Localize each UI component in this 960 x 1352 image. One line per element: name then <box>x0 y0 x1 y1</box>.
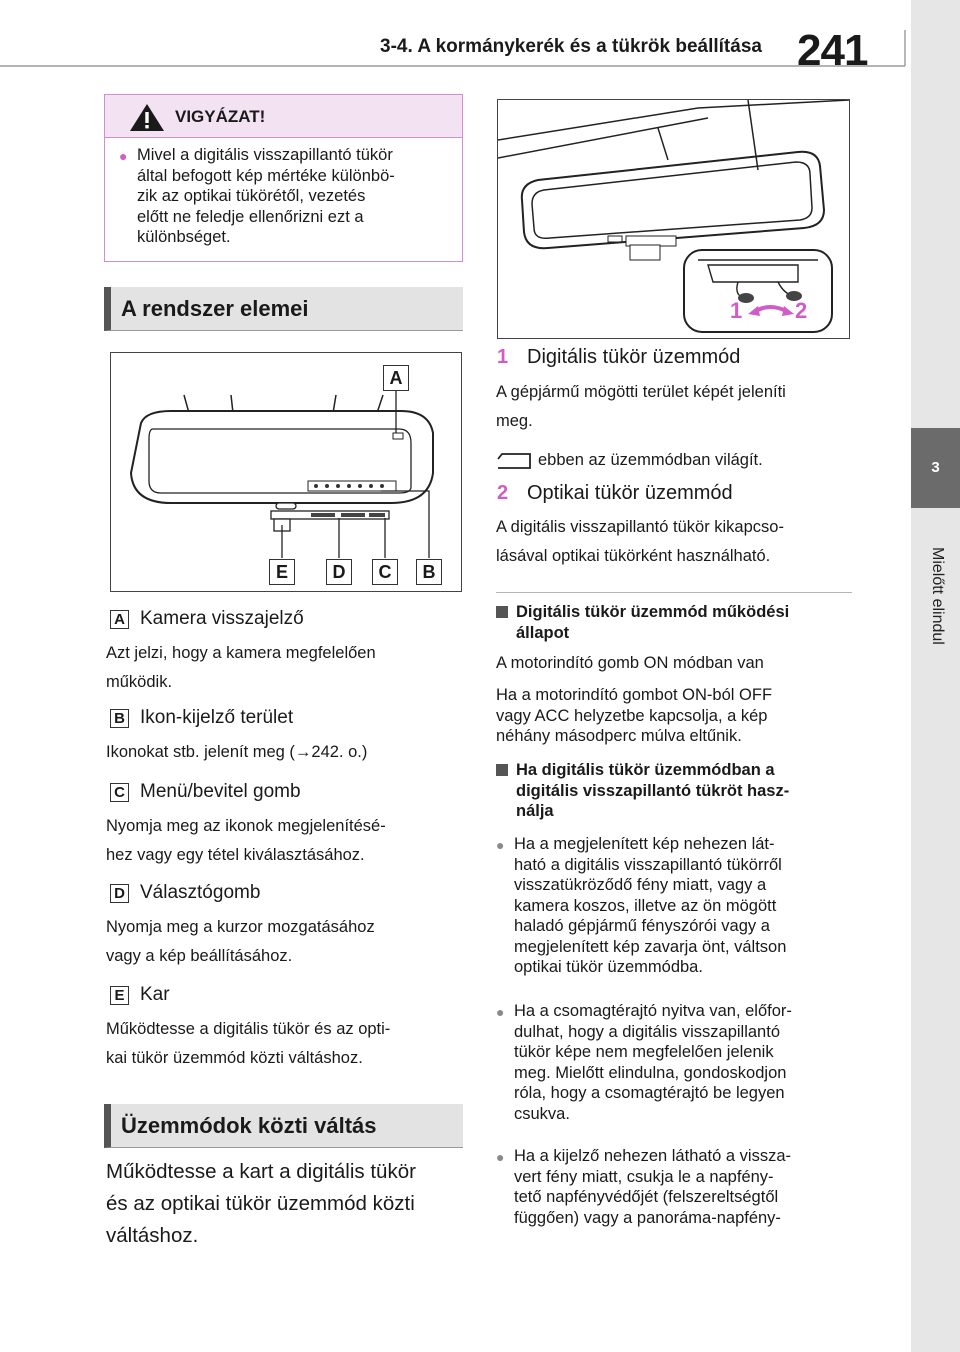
section-title: 3-4. A kormánykerék és a tükrök beállítása <box>380 36 762 57</box>
mode-desc: A gépjármű mögötti terület képét jeleníti meg. <box>496 383 786 430</box>
item-title: Menü/bevitel gomb <box>140 781 301 802</box>
caution-line: zik az optikai tükörétől, vezetés <box>137 187 366 205</box>
figure-label-2: 2 <box>795 298 808 323</box>
square-bullet-icon <box>496 606 508 618</box>
mode-number-2: 2 <box>497 482 509 504</box>
item-label-b: B <box>110 709 129 728</box>
mode-note: ebben az üzemmódban világít. <box>538 451 763 469</box>
figure-label-d: D <box>326 559 352 585</box>
mode-title: Optikai tükör üzemmód <box>527 482 733 504</box>
side-tab-strip <box>911 0 960 1352</box>
page-number: 241 <box>797 26 868 75</box>
bullet-item: ● Ha a kijelző nehezen látható a vissza- vert fény miatt, csukja le a napfény- tető napfényvédőjét (felszereltségtől függően) vagy a panoráma-napfény- <box>496 1147 791 1227</box>
chapter-number-tab: 3 <box>911 428 960 508</box>
caution-box <box>104 94 463 262</box>
mode-desc: A digitális visszapillantó tükör kikapcso- lásával optikai tükörként használható. <box>496 518 784 565</box>
mirror-components-figure <box>110 352 462 592</box>
item-title: Kamera visszajelző <box>140 608 304 629</box>
warning-triangle-icon <box>127 101 167 133</box>
item-title: Választógomb <box>140 882 261 903</box>
bullet-icon: ● <box>496 1004 505 1020</box>
caution-text <box>119 145 454 248</box>
item-label-a: A <box>110 610 129 629</box>
item-title: Ikon-kijelző terület <box>140 707 294 728</box>
square-bullet-icon <box>496 764 508 776</box>
mode-number-1: 1 <box>497 346 509 368</box>
bullet-icon: ● <box>496 837 505 853</box>
item-desc: Működtesse a digitális tükör és az opti- kai tükör üzemmód közti váltáshoz. <box>106 1020 391 1067</box>
item-desc: Azt jelzi, hogy a kamera megfelelően működik. <box>106 644 376 691</box>
caution-line: Mivel a digitális visszapillantó tükör <box>137 146 393 164</box>
item-label-e: E <box>110 986 129 1005</box>
figure-label-a: A <box>383 365 409 391</box>
caution-line: különbséget. <box>137 228 231 246</box>
caution-line: előtt ne feledje ellenőrizni ezt a <box>137 207 364 226</box>
subheading-digital-use: Ha digitális tükör üzemmódban a digitális visszapillantó tükröt hasz- nálja <box>496 760 841 822</box>
bullet-item: ● Ha a csomagtérajtó nyitva van, előfor- dulhat, hogy a digitális visszapillantó tükör képe nem megfelelően jelenik meg. Mielőtt elindulna, gondoskodjon róla, hogy a csomagtérajtó be legyen csukva. <box>496 1002 792 1123</box>
figure-label-1: 1 <box>730 298 743 323</box>
item-title: Kar <box>140 984 170 1005</box>
bullet-item: ● Ha a megjelenített kép nehezen lát- ható a digitális visszapillantó tükörről visszatükröződő fény miatt, vagy a kamera koszos, illetve az ön mögött haladó gépjármű fényszórói vagy a megjelenített kép zavarja önt, váltson optikai tükör üzemmódba. <box>496 835 787 976</box>
caution-header <box>105 95 462 138</box>
mode-switch-body: Működtesse a kart a digitális tükör és az optikai tükör üzemmód közti váltáshoz. <box>106 1160 416 1247</box>
caution-line: által befogott kép mértéke különbö- <box>137 166 395 185</box>
subheading-operating-state: Digitális tükör üzemmód működési állapot <box>496 602 841 643</box>
section-heading-mode-switch: Üzemmódok közti váltás <box>104 1104 463 1148</box>
figure-label-c: C <box>372 559 398 585</box>
item-desc: Nyomja meg a kurzor mozgatásához vagy a kép beállításához. <box>106 918 375 965</box>
chapter-label: Mielőtt elindul <box>929 547 946 645</box>
item-desc: Nyomja meg az ikonok megjelenítésé- hez vagy egy tétel kiválasztásához. <box>106 817 386 864</box>
bullet-icon: ● <box>119 148 128 164</box>
section-heading-components: A rendszer elemei <box>104 287 463 331</box>
caution-title: VIGYÁZAT! <box>175 107 266 126</box>
item-label-d: D <box>110 884 129 903</box>
bullet-icon: ● <box>496 1149 505 1165</box>
item-label-c: C <box>110 783 129 802</box>
mirror-lever-figure <box>497 99 850 339</box>
item-desc: Ikonokat stb. jelenít meg (→242. o.) <box>106 743 368 761</box>
figure-label-b: B <box>416 559 442 585</box>
mode-title: Digitális tükör üzemmód <box>527 346 741 368</box>
figure-label-e: E <box>269 559 295 585</box>
paragraph: Ha a motorindító gombot ON-ból OFF vagy ACC helyzetbe kapcsolja, a kép néhány másodperc múlva eltűnik. <box>496 686 773 745</box>
divider <box>496 592 852 593</box>
paragraph: A motorindító gomb ON módban van <box>496 654 764 672</box>
camera-indicator-icon <box>496 450 532 470</box>
